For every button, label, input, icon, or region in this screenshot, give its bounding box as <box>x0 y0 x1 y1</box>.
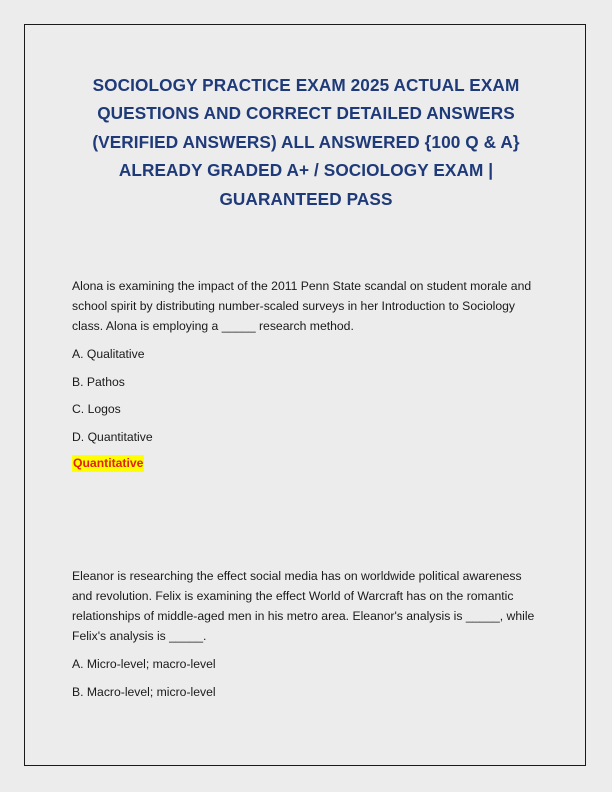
question-1 <box>72 276 542 472</box>
option-b: B. Macro-level; micro-level <box>72 684 216 699</box>
options-list <box>72 654 542 702</box>
question-2 <box>72 566 542 702</box>
option-c: C. Logos <box>72 402 121 417</box>
document-title: SOCIOLOGY PRACTICE EXAM 2025 ACTUAL EXAM QUESTIONS AND CORRECT DETAILED ANSWERS (VERIFIED ANSWERS) ALL ANSWERED {100 Q & A} ALREADY GRADED A+ / SOCIOLOGY EXAM | GUARANTEED PASS <box>92 75 520 209</box>
question-text: Eleanor is researching the effect social media has on worldwide political awareness and revolution. Felix is examining the effect World of Warcraft has on the romantic relationships of middle-aged men in his metro area. Eleanor's analysis is _____, while Felix's analysis is _____. <box>72 569 535 643</box>
question-text: Alona is examining the impact of the 2011 Penn State scandal on student morale and school spirit by distributing number-scaled surveys in her Introduction to Sociology class. Alona is employing a _____ research method. <box>72 279 532 333</box>
option-a: A. Qualitative <box>72 346 145 361</box>
answer-highlight: Quantitative <box>73 456 144 471</box>
option-d: D. Quantitative <box>72 430 153 445</box>
options-list <box>72 344 542 447</box>
option-b: B. Pathos <box>72 374 125 389</box>
option-a: A. Micro-level; macro-level <box>72 656 216 671</box>
